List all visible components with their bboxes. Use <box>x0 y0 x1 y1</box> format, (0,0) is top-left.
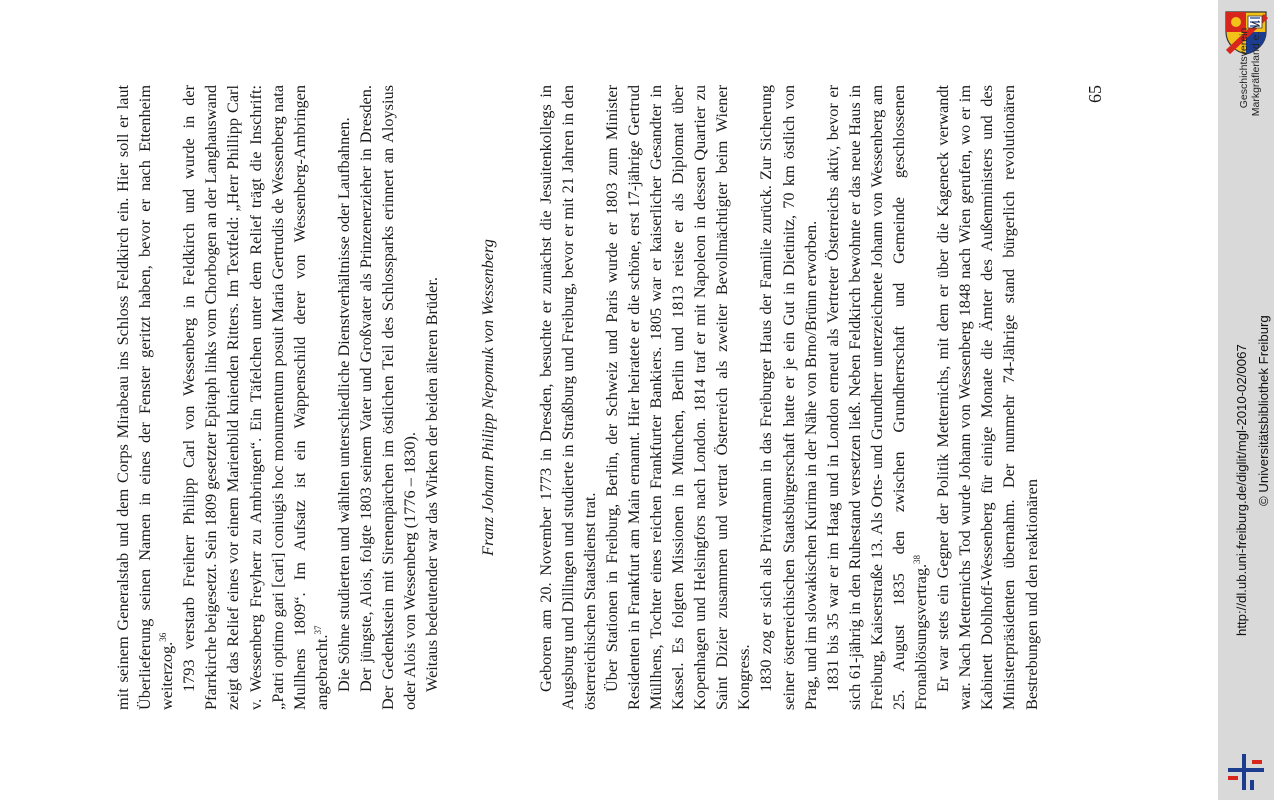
document-url[interactable]: http://dl.ub.uni-freiburg.de/diglit/mgl-2010-02/0067 <box>1234 344 1249 636</box>
paragraphs-after-heading <box>535 85 1043 710</box>
paragraph-text: 1831 bis 35 war er im Haag und in London erneut als Vertreter Österreichs aktiv, bevor er sich 61-jährig in den Ruhestand versetzen ließ. Neben Feldkirch bewohnte er das neue Haus in Freiburg, Kaiserstraße 13. Als Orts- und Grundherr unterzeichnete Johann von Wessenberg am 25. August 1835 den zwischen Grundherrschaft und Gemeinde geschlossenen Fronablösungsvertrag. <box>822 85 931 710</box>
ub-freiburg-logo-icon <box>1222 752 1270 792</box>
copyright-notice: © Universitätsbibliothek Freiburg <box>1256 315 1271 506</box>
paragraph-text: Weitaus bedeutender war das Wirken der beiden älteren Brüder. <box>422 277 442 692</box>
footnote-marker: 36 <box>158 632 169 642</box>
paragraph <box>601 85 756 710</box>
footnote-marker: 38 <box>912 554 923 564</box>
paragraph <box>178 85 333 710</box>
body-text <box>112 85 1043 710</box>
paragraph <box>822 85 932 710</box>
paragraph <box>421 85 443 710</box>
page-number: 65 <box>1085 85 1105 103</box>
paragraph-text: Geboren am 20. November 1773 in Dresden, besuchte er zunächst die Jesuitenkollegs in Augsburg und Dillingen und studierte in Straßburg und Freiburg, bevor er mit 21 Jahren in den österreichischen Staatsdienst trat. <box>535 85 599 710</box>
paragraph <box>755 85 821 710</box>
paragraph-text: Er war stets ein Gegner der Politik Metternichs, mit dem er über die Kageneck verwandt war. Nach Metternichs Tod wurde Johann von Wessenberg 1848 nach Wien gerufen, wo er im Kabinett Doblhoff-Wessenberg für einige Monate die Ämter des Außenministers und des Ministerpräsidenten übernahm. Der nunmehr 74-Jährige stand bürgerlich revolutionären Bestrebungen und den reaktionären <box>933 85 1041 710</box>
paragraph <box>333 85 355 710</box>
paragraph-text: 1793 verstarb Freiherr Philipp Carl von Wessenberg in Feldkirch und wurde in der Pfarrkirche beigesetzt. Sein 1809 gesetzter Epitaph links vom Chorbogen an der Langhauswand zeigt das Relief eines vor einem Marienbild knienden Ritters. Im Textfeld: „Herr Phillipp Carl v. Wessenberg Freyherr zu Ambringen“. Ein Täfelchen unter dem Relief trägt die Inschrift: „Patri optimo gari [cari] coniugis hoc monumentum posuit Maria Gertrudis de Wessenberg nata Mullhens 1809“. Im Aufsatz ist ein Wappenschild derer von Wessenberg-Ambringen angebracht. <box>179 85 331 710</box>
footnote-marker: 37 <box>312 625 323 635</box>
paragraph-text: mit seinem Generalstab und dem Corps Mirabeau ins Schloss Feldkirch ein. Hier soll er laut Überlieferung seinen Namen in eines der Fenster geritzt haben, bevor er nach Ettenheim weiterzog. <box>113 85 177 710</box>
paragraph <box>112 85 178 710</box>
paragraph <box>355 85 421 710</box>
paragraph <box>535 85 601 710</box>
section-heading: Franz Johann Philipp Nepomuk von Wessenberg <box>478 239 498 556</box>
paragraph-text: Über Stationen in Freiburg, Berlin, der Schweiz und Paris wurde er 1803 zum Minister Residenten in Frankfurt am Main ernannt. Hier heiratete er die schöne, erst 17-jährige Gertrud Müllhens, Tochter eines reichen Frankfurter Bankiers. 1805 war er kaiserlicher Gesandter in Kassel. Es folgten Missionen in München, Berlin und 1813 reiste er als Diplomat über Kopenhagen und Helsingfors nach London. 1814 traf er mit Napoleon in dessen Quartier zu Saint Dizier zusammen und vertrat Österreich als zweiter Bevollmächtigter beim Wiener Kongress. <box>601 85 754 710</box>
paragraph <box>932 85 1042 710</box>
paragraph-text: Die Söhne studierten und wählten unterschiedliche Dienstverhältnisse oder Laufbahnen. <box>333 117 353 692</box>
paragraph-text: Der jüngste, Alois, folgte 1803 seinem Vater und Großvater als Prinzenerzieher in Dresden. Der Gedenkstein mit Sirenenpärchen im östlichen Teil des Schlossparks erinnert an Aloysius oder Alois von Wessenberg (1776 – 1830). <box>356 85 420 710</box>
paragraph-text: 1830 zog er sich als Privatmann in das Freiburger Haus der Familie zurück. Zur Sicherung seiner österreichischen Staatsbürgerschaft hatte er je ein Gut in Dietinitz, 70 km östlich von Prag, und im slowakischen Kurima in der Nähe von Brno/Brünn erworben. <box>756 85 820 710</box>
paragraphs-before-heading <box>112 85 443 710</box>
society-name-line2: Markgräflerland e. V. <box>1250 19 1262 117</box>
society-name-line1: Geschichtsverein <box>1238 27 1250 109</box>
